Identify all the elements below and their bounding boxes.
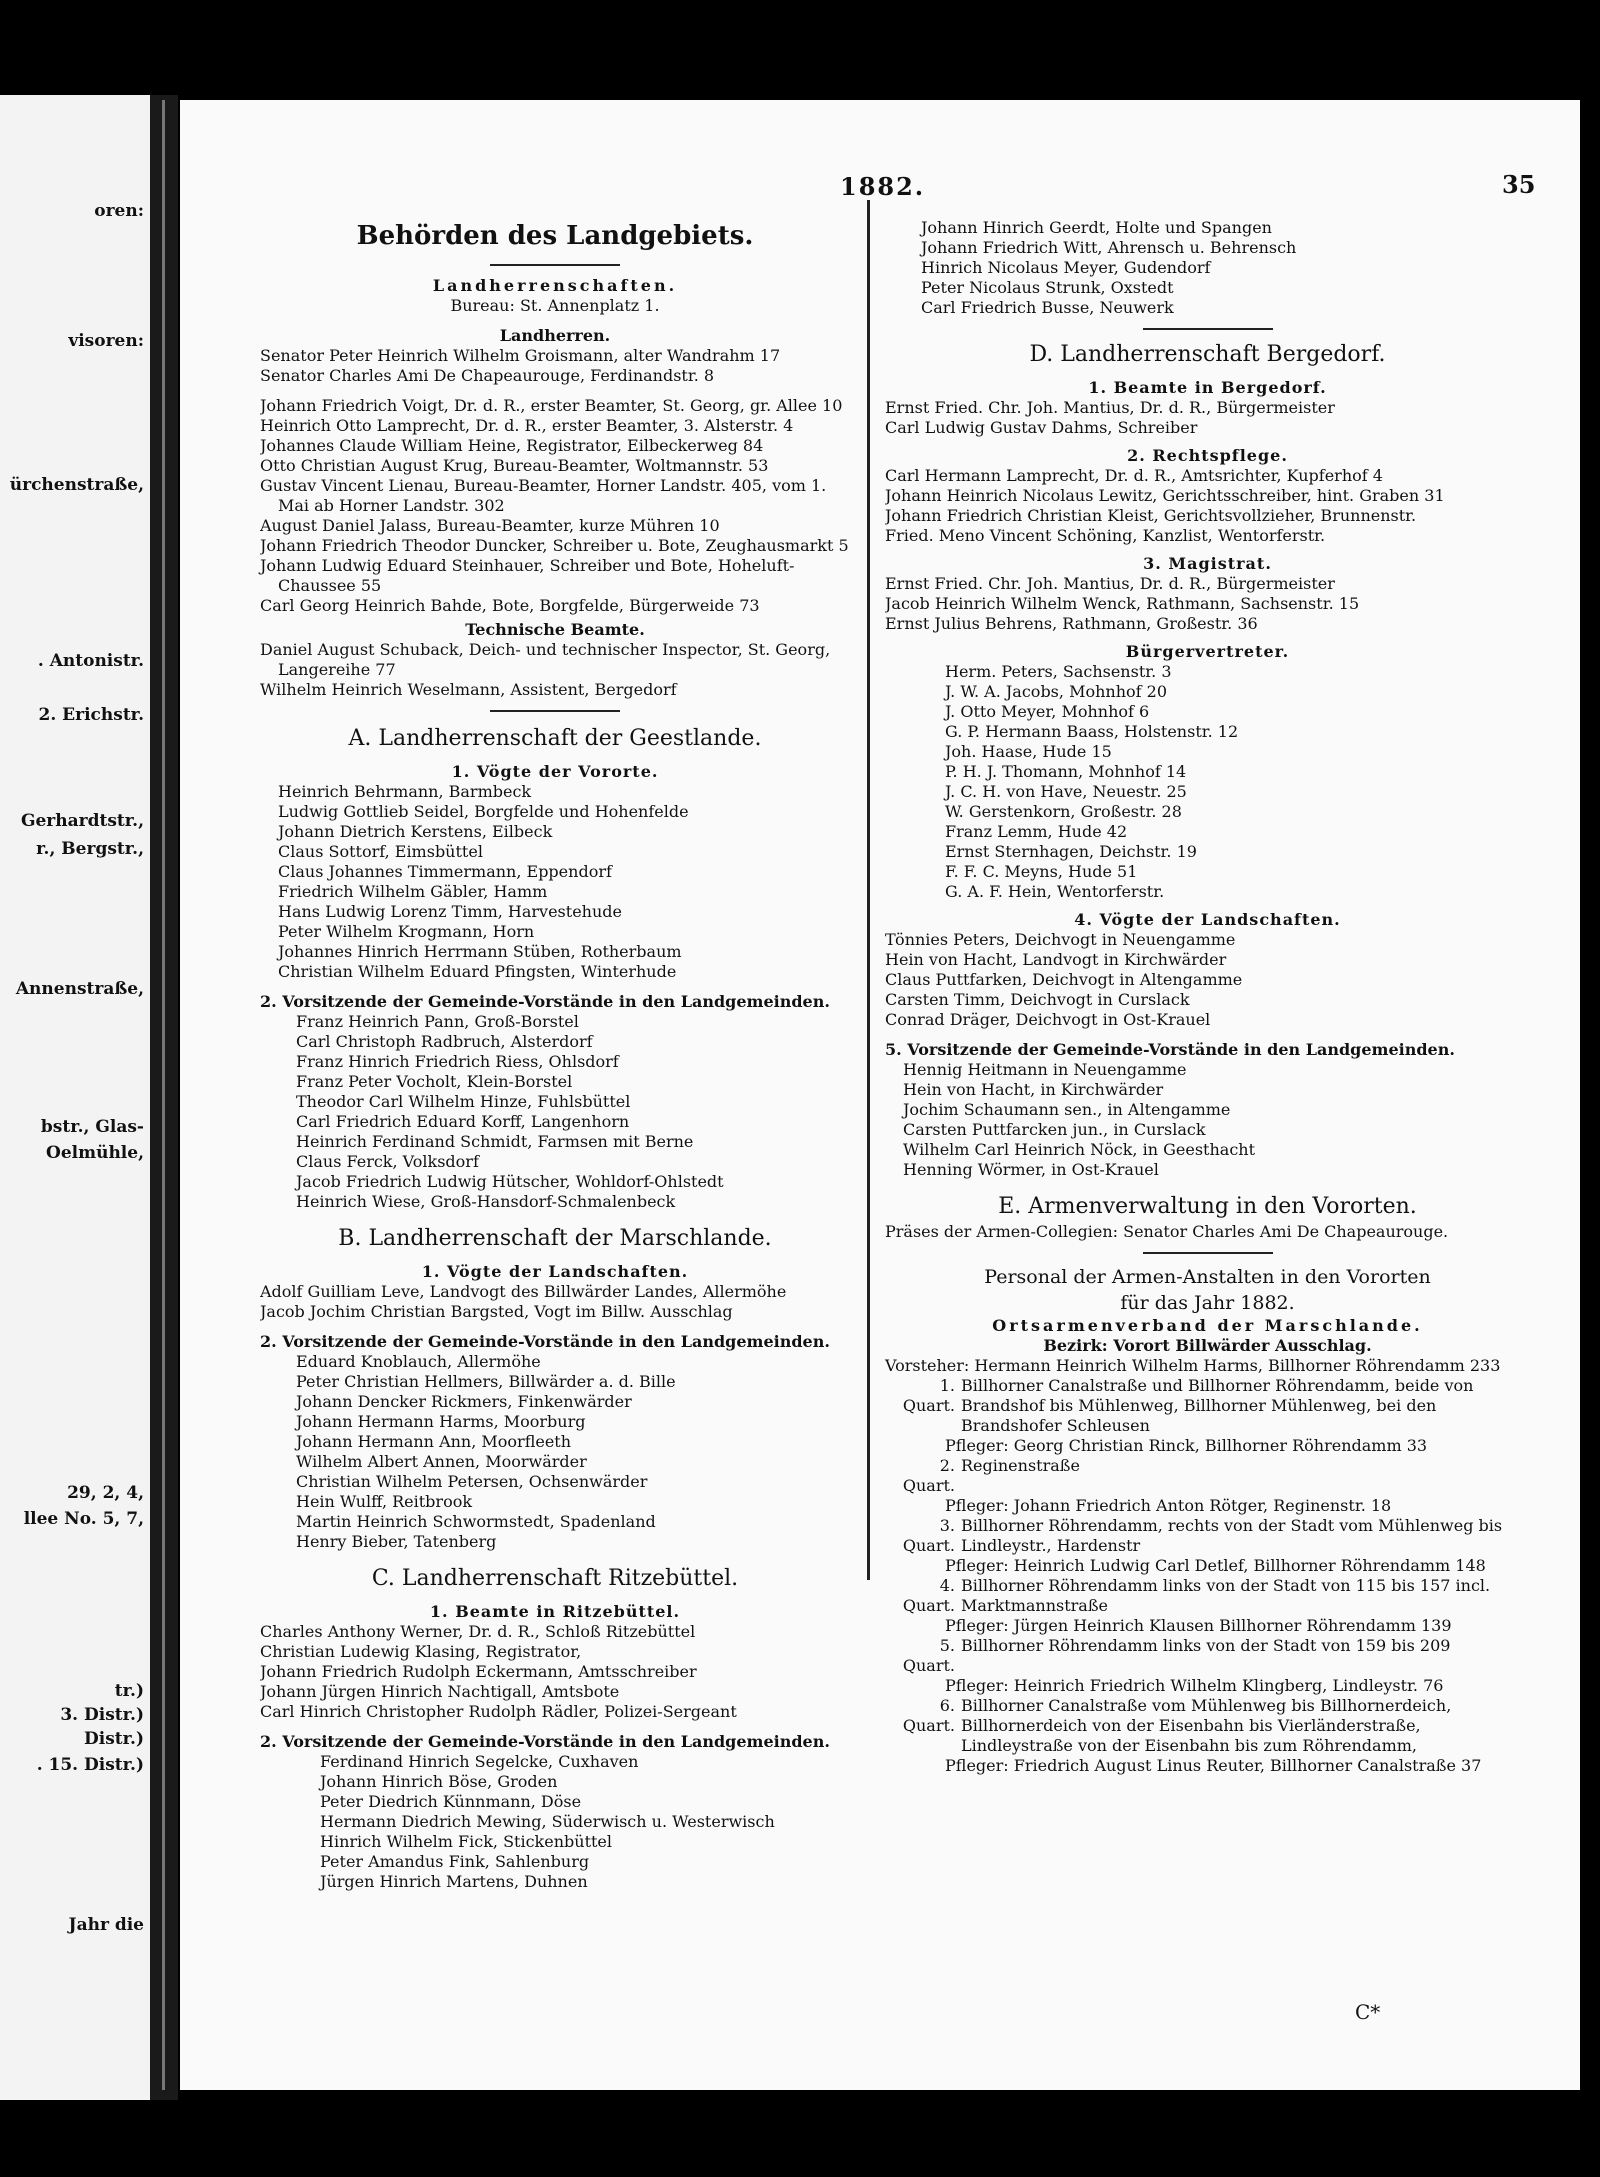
list-item: Hein Wulff, Reitbrook (296, 1492, 473, 1511)
list-item: Claus Puttfarken, Deichvogt in Altengamme (885, 970, 1243, 989)
list-item: Johann Hermann Harms, Moorburg (296, 1412, 586, 1431)
list-item: G. A. F. Hein, Wentorferstr. (945, 882, 1165, 901)
list-item: Hermann Diedrich Mewing, Süderwisch u. Westerwisch (320, 1812, 775, 1831)
margin-text: r., Bergstr., (36, 839, 144, 859)
list-item: Johann Dencker Rickmers, Finkenwärder (296, 1392, 632, 1411)
quartier-4 (885, 1576, 1530, 1616)
list-item: Hein von Hacht, in Kirchwärder (903, 1080, 1164, 1099)
page-number: 35 (1502, 170, 1536, 199)
list-item: Franz Hinrich Friedrich Riess, Ohlsdorf (296, 1052, 619, 1071)
list-item: Charles Anthony Werner, Dr. d. R., Schloß Ritzebüttel (260, 1622, 696, 1641)
list-item: Ernst Fried. Chr. Joh. Mantius, Dr. d. R., Bürgermeister (885, 398, 1335, 417)
list-item: Peter Christian Hellmers, Billwärder a. d. Bille (296, 1372, 676, 1391)
list-item: Ferdinand Hinrich Segelcke, Cuxhaven (320, 1752, 639, 1771)
pfleger-line: Pfleger: Georg Christian Rinck, Billhorner Röhrendamm 33 (945, 1436, 1428, 1455)
list-item: Claus Ferck, Volksdorf (296, 1152, 479, 1171)
list-item: Ernst Fried. Chr. Joh. Mantius, Dr. d. R., Bürgermeister (885, 574, 1335, 593)
list-item: Johann Hinrich Geerdt, Holte und Spangen (921, 218, 1272, 237)
list-item: Peter Diedrich Künnmann, Döse (320, 1792, 582, 1811)
quartier-number: 2. Quart. (902, 1456, 955, 1495)
column-divider (867, 200, 870, 1580)
margin-text: ürchenstraße, (9, 475, 144, 495)
list-item: Johann Friedrich Witt, Ahrensch u. Behrensch (921, 238, 1297, 257)
list-item: Adolf Guilliam Leve, Landvogt des Billwärder Landes, Allermöhe (260, 1282, 787, 1301)
margin-text: llee No. 5, 7, (23, 1509, 144, 1529)
subheading: 3. Magistrat. (1143, 554, 1272, 573)
margin-text: Jahr die (68, 1915, 144, 1935)
list-item: Johann Dietrich Kerstens, Eilbeck (278, 822, 553, 841)
list-item: Johann Ludwig Eduard Steinhauer, Schreiber und Bote, Hoheluft-Chaussee 55 (260, 556, 795, 595)
list-item: Senator Charles Ami De Chapeaurouge, Ferdinandstr. 8 (260, 366, 715, 385)
list-item: Herm. Peters, Sachsenstr. 3 (945, 662, 1172, 681)
subheading: 2. Vorsitzende der Gemeinde-Vorstände in den Landgemeinden. (260, 1732, 830, 1751)
quartier-text: Billhorner Röhrendamm links von der Stadt von 115 bis 157 incl. Marktmannstraße (961, 1576, 1491, 1615)
quartier-5 (885, 1636, 1530, 1676)
page-title: Behörden des Landgebiets. (356, 221, 754, 251)
list-item: Carl Georg Heinrich Bahde, Bote, Borgfelde, Bürgerweide 73 (260, 596, 760, 615)
list-item: J. Otto Meyer, Mohnhof 6 (945, 702, 1150, 721)
margin-text: visoren: (68, 331, 144, 351)
right-column (885, 218, 1530, 1776)
list-item: Carl Christoph Radbruch, Alsterdorf (296, 1032, 593, 1051)
subheading: 1. Vögte der Vororte. (451, 762, 659, 781)
list-item: Henry Bieber, Tatenberg (296, 1532, 497, 1551)
list-item: Franz Lemm, Hude 42 (945, 822, 1128, 841)
subheading: 2. Vorsitzende der Gemeinde-Vorstände in den Landgemeinden. (260, 1332, 830, 1351)
list-item: Martin Heinrich Schwormstedt, Spadenland (296, 1512, 656, 1531)
list-item: Otto Christian August Krug, Bureau-Beamter, Woltmannstr. 53 (260, 456, 769, 475)
list-item: Ernst Julius Behrens, Rathmann, Großestr. 36 (885, 614, 1258, 633)
quartier-text: Billhorner Canalstraße und Billhorner Röhrendamm, beide von Brandshof bis Mühlenweg, Billhorner Mühlenweg, bei den Brandshofer Schleusen (961, 1376, 1474, 1435)
list-item: Ludwig Gottlieb Seidel, Borgfelde und Hohenfelde (278, 802, 689, 821)
quartier-number: 5. Quart. (902, 1636, 955, 1675)
list-item: Heinrich Wiese, Groß-Hansdorf-Schmalenbeck (296, 1192, 676, 1211)
list-item: Carl Hermann Lamprecht, Dr. d. R., Amtsrichter, Kupferhof 4 (885, 466, 1383, 485)
signature-mark: C* (1355, 2000, 1381, 2024)
quartier-number: 1. Quart. (902, 1376, 955, 1415)
list-item: Johann Friedrich Theodor Duncker, Schreiber u. Bote, Zeughausmarkt 5 (260, 536, 849, 555)
quartier-number: 4. Quart. (902, 1576, 955, 1615)
subheading: 1. Beamte in Ritzebüttel. (429, 1602, 681, 1621)
margin-text: bstr., Glas- (40, 1117, 144, 1137)
list-item: Johannes Claude William Heine, Registrator, Eilbeckerweg 84 (260, 436, 764, 455)
list-item: Johann Jürgen Hinrich Nachtigall, Amtsbote (260, 1682, 620, 1701)
list-item: Johann Heinrich Nicolaus Lewitz, Gerichtsschreiber, hint. Graben 31 (885, 486, 1445, 505)
list-item: P. H. J. Thomann, Mohnhof 14 (945, 762, 1187, 781)
list-item: Carl Hinrich Christopher Rudolph Rädler, Polizei-Sergeant (260, 1702, 737, 1721)
list-item: Heinrich Otto Lamprecht, Dr. d. R., erster Beamter, 3. Alsterstr. 4 (260, 416, 794, 435)
quartier-text: Billhorner Röhrendamm links von der Stadt von 159 bis 209 (961, 1636, 1451, 1655)
list-item: Heinrich Behrmann, Barmbeck (278, 782, 532, 801)
divider (1143, 1252, 1273, 1254)
section-heading-a: A. Landherrenschaft der Geestlande. (348, 726, 762, 751)
list-item: Wilhelm Heinrich Weselmann, Assistent, Bergedorf (260, 680, 677, 699)
list-item: Christian Wilhelm Eduard Pfingsten, Winterhude (278, 962, 677, 981)
list-item: Eduard Knoblauch, Allermöhe (296, 1352, 541, 1371)
verband-heading: Ortsarmenverband der Marschlande. (992, 1316, 1423, 1335)
list-item: Fried. Meno Vincent Schöning, Kanzlist, Wentorferstr. (885, 526, 1326, 545)
list-item: Theodor Carl Wilhelm Hinze, Fuhlsbüttel (296, 1092, 631, 1111)
divider (490, 710, 620, 712)
list-item: Wilhelm Carl Heinrich Nöck, in Geesthacht (903, 1140, 1256, 1159)
list-item: J. W. A. Jacobs, Mohnhof 20 (945, 682, 1167, 701)
list-item: Christian Ludewig Klasing, Registrator, (260, 1642, 582, 1661)
margin-text: oren: (94, 201, 144, 221)
section-heading-e: E. Armenverwaltung in den Vororten. (998, 1194, 1417, 1219)
list-item: Hinrich Nicolaus Meyer, Gudendorf (921, 258, 1211, 277)
list-item: Carl Ludwig Gustav Dahms, Schreiber (885, 418, 1198, 437)
list-item: Peter Wilhelm Krogmann, Horn (278, 922, 535, 941)
list-item: Friedrich Wilhelm Gäbler, Hamm (278, 882, 548, 901)
pfleger-line: Pfleger: Jürgen Heinrich Klausen Billhorner Röhrendamm 139 (945, 1616, 1452, 1635)
heading-technische-beamte: Technische Beamte. (465, 620, 645, 639)
list-item: August Daniel Jalass, Bureau-Beamter, kurze Mühren 10 (260, 516, 720, 535)
quartier-1 (885, 1376, 1530, 1436)
quartier-text: Billhorner Canalstraße vom Mühlenweg bis Billhornerdeich, Billhornerdeich von der Eisenbahn bis Vierländerstraße, Lindleystraße von der Eisenbahn bis zum Röhrendamm, (961, 1696, 1452, 1755)
list-item: Christian Wilhelm Petersen, Ochsenwärder (296, 1472, 648, 1491)
subheading: 5. Vorsitzende der Gemeinde-Vorstände in den Landgemeinden. (885, 1040, 1455, 1059)
section-heading-d: D. Landherrenschaft Bergedorf. (1029, 342, 1386, 367)
list-item: F. F. C. Meyns, Hude 51 (945, 862, 1138, 881)
pfleger-line: Pfleger: Heinrich Ludwig Carl Detlef, Billhorner Röhrendamm 148 (945, 1556, 1486, 1575)
list-item: Hennig Heitmann in Neuengamme (903, 1060, 1187, 1079)
bureau-address: Bureau: St. Annenplatz 1. (450, 296, 660, 315)
pfleger-line: Pfleger: Johann Friedrich Anton Rötger, Reginenstr. 18 (945, 1496, 1392, 1515)
quartier-3 (885, 1516, 1530, 1556)
document-page (180, 100, 1580, 2090)
list-item: Carl Friedrich Eduard Korff, Langenhorn (296, 1112, 630, 1131)
list-item: J. C. H. von Have, Neuestr. 25 (945, 782, 1187, 801)
margin-text: 29, 2, 4, (67, 1483, 144, 1503)
list-item: Joh. Haase, Hude 15 (945, 742, 1112, 761)
praeses-line: Präses der Armen-Collegien: Senator Charles Ami De Chapeaurouge. (885, 1222, 1449, 1241)
heading-landherren: Landherren. (499, 326, 611, 345)
margin-text: Annenstraße, (15, 979, 144, 999)
personal-heading-year: für das Jahr 1882. (1120, 1292, 1295, 1314)
list-item: Ernst Sternhagen, Deichstr. 19 (945, 842, 1197, 861)
list-item: Jacob Friedrich Ludwig Hütscher, Wohldorf-Ohlstedt (296, 1172, 724, 1191)
subheading: 1. Vögte der Landschaften. (421, 1262, 689, 1281)
bezirk-heading: Bezirk: Vorort Billwärder Ausschlag. (1043, 1336, 1372, 1355)
list-item: Johann Hinrich Böse, Groden (320, 1772, 558, 1791)
list-item: Peter Amandus Fink, Sahlenburg (320, 1852, 590, 1871)
list-item: Carl Friedrich Busse, Neuwerk (921, 298, 1174, 317)
vorsteher-line: Vorsteher: Hermann Heinrich Wilhelm Harms, Billhorner Röhrendamm 233 (885, 1356, 1501, 1375)
list-item: Claus Johannes Timmermann, Eppendorf (278, 862, 612, 881)
section-title: Landherrenschaften. (432, 276, 678, 295)
subheading: 1. Beamte in Bergedorf. (1088, 378, 1327, 397)
list-item: Franz Heinrich Pann, Groß-Borstel (296, 1012, 579, 1031)
list-item: Senator Peter Heinrich Wilhelm Groismann, alter Wandrahm 17 (260, 346, 781, 365)
left-column (260, 218, 850, 1892)
adjacent-page-strip (0, 95, 150, 2100)
list-item: Gustav Vincent Lienau, Bureau-Beamter, Horner Landstr. 405, vom 1. Mai ab Horner Landstr. 302 (260, 476, 827, 515)
list-item: Wilhelm Albert Annen, Moorwärder (296, 1452, 587, 1471)
quartier-2 (885, 1456, 1530, 1496)
list-item: Heinrich Ferdinand Schmidt, Farmsen mit Berne (296, 1132, 694, 1151)
subheading: 2. Vorsitzende der Gemeinde-Vorstände in den Landgemeinden. (260, 992, 830, 1011)
quartier-number: 3. Quart. (902, 1516, 955, 1555)
margin-text: tr.) (114, 1681, 144, 1701)
subheading: 4. Vögte der Landschaften. (1074, 910, 1341, 929)
margin-text: Oelmühle, (46, 1143, 144, 1163)
list-item: Johannes Hinrich Herrmann Stüben, Rotherbaum (278, 942, 682, 961)
personal-heading: Personal der Armen-Anstalten in den Vororten (984, 1266, 1431, 1288)
margin-text: . 15. Distr.) (36, 1755, 144, 1775)
subheading: Bürgervertreter. (1125, 642, 1290, 661)
list-item: Johann Hermann Ann, Moorfleeth (296, 1432, 572, 1451)
quartier-text: Reginenstraße (961, 1456, 1080, 1475)
quartier-text: Billhorner Röhrendamm, rechts von der Stadt vom Mühlenweg bis Lindleystr., Hardenstr (961, 1516, 1503, 1555)
list-item: Daniel August Schuback, Deich- und technischer Inspector, St. Georg, Langereihe 77 (260, 640, 831, 679)
list-item: Jürgen Hinrich Martens, Duhnen (320, 1872, 588, 1891)
quartier-6 (885, 1696, 1530, 1756)
list-item: Hinrich Wilhelm Fick, Stickenbüttel (320, 1832, 613, 1851)
list-item: G. P. Hermann Baass, Holstenstr. 12 (945, 722, 1239, 741)
margin-text: Distr.) (84, 1729, 144, 1749)
list-item: Claus Sottorf, Eimsbüttel (278, 842, 483, 861)
list-item: Johann Friedrich Rudolph Eckermann, Amtsschreiber (260, 1662, 697, 1681)
section-heading-b: B. Landherrenschaft der Marschlande. (338, 1226, 772, 1251)
list-item: Henning Wörmer, in Ost-Krauel (903, 1160, 1159, 1179)
header-year: 1882. (840, 172, 926, 201)
list-item: Carsten Timm, Deichvogt in Curslack (885, 990, 1190, 1009)
list-item: Jacob Heinrich Wilhelm Wenck, Rathmann, Sachsenstr. 15 (885, 594, 1360, 613)
margin-text: 3. Distr.) (60, 1705, 144, 1725)
list-item: Tönnies Peters, Deichvogt in Neuengamme (885, 930, 1236, 949)
margin-text: Gerhardtstr., (20, 811, 144, 831)
list-item: Hans Ludwig Lorenz Timm, Harvestehude (278, 902, 622, 921)
subheading: 2. Rechtspflege. (1127, 446, 1288, 465)
margin-text: . Antonistr. (37, 651, 144, 671)
list-item: Hein von Hacht, Landvogt in Kirchwärder (885, 950, 1227, 969)
quartier-number: 6. Quart. (902, 1696, 955, 1735)
list-item: Johann Friedrich Voigt, Dr. d. R., erster Beamter, St. Georg, gr. Allee 10 (260, 396, 843, 415)
section-heading-c: C. Landherrenschaft Ritzebüttel. (371, 1566, 739, 1591)
pfleger-line: Pfleger: Friedrich August Linus Reuter, Billhorner Canalstraße 37 (945, 1756, 1482, 1775)
pfleger-line: Pfleger: Heinrich Friedrich Wilhelm Klingberg, Lindleystr. 76 (945, 1676, 1444, 1695)
divider (1143, 328, 1273, 330)
margin-text: 2. Erichstr. (38, 705, 144, 725)
list-item: Carsten Puttfarcken jun., in Curslack (903, 1120, 1206, 1139)
divider (490, 264, 620, 266)
gutter-line (162, 100, 165, 2090)
list-item: Johann Friedrich Christian Kleist, Gerichtsvollzieher, Brunnenstr. (885, 506, 1417, 525)
list-item: Conrad Dräger, Deichvogt in Ost-Krauel (885, 1010, 1211, 1029)
list-item: Jacob Jochim Christian Bargsted, Vogt im Billw. Ausschlag (260, 1302, 733, 1321)
list-item: W. Gerstenkorn, Großestr. 28 (945, 802, 1182, 821)
list-item: Franz Peter Vocholt, Klein-Borstel (296, 1072, 573, 1091)
list-item: Peter Nicolaus Strunk, Oxstedt (921, 278, 1174, 297)
list-item: Jochim Schaumann sen., in Altengamme (903, 1100, 1231, 1119)
